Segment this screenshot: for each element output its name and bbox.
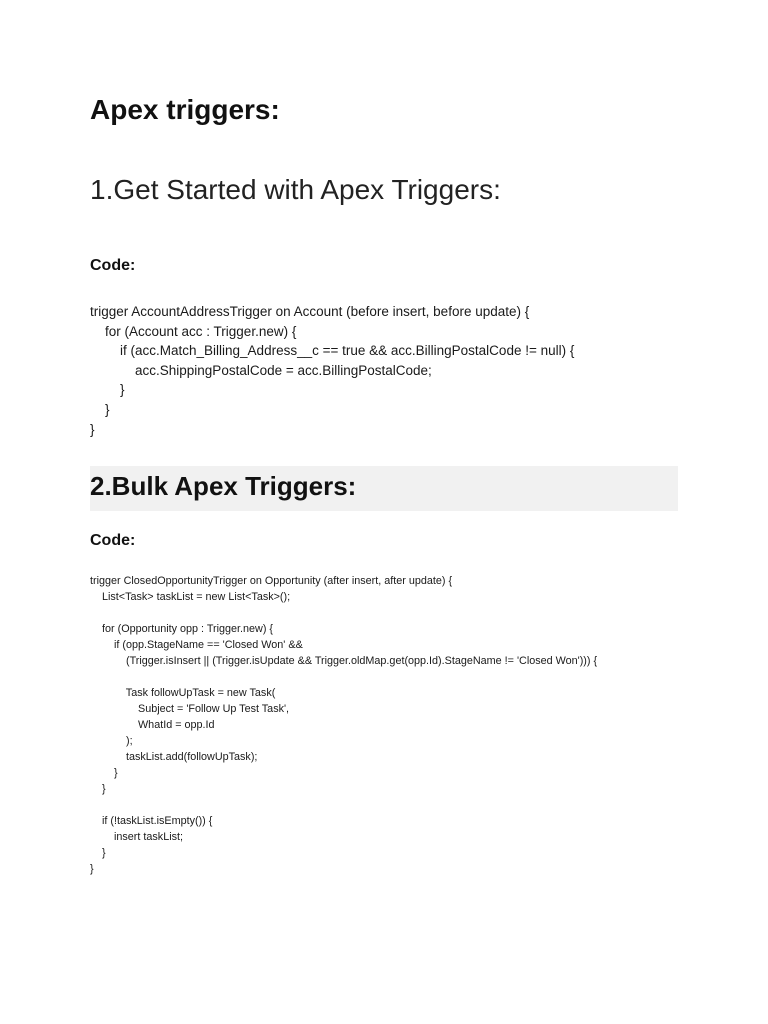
code-block-account-address-trigger: trigger AccountAddressTrigger on Account (before insert, before update) { for (Account acc : Trigger.new) { if (acc.Match_Billing_Address__c == true && acc.BillingPostalCode != null) { acc.ShippingPostalCode = acc.BillingPostalCode; } } } [90,304,575,437]
document-title: Apex triggers: [90,94,280,125]
code-label: Code: [90,257,136,274]
code-label: Code: [90,532,136,549]
code-block-closed-opportunity-trigger: trigger ClosedOpportunityTrigger on Opportunity (after insert, after update) { List<Task> taskList = new List<Task>(); for (Opportunity opp : Trigger.new) { if (opp.StageName == 'Closed Won' && (Trigger.isInsert || (Trigger.isUpdate && Trigger.oldMap.get(opp.Id).StageName != 'Closed Won'))) { Task followUpTask = new Task( Subject = 'Follow Up Test Task', WhatId = opp.Id ); taskList.add(followUpTask); } } if (!taskList.isEmpty()) { insert taskList; } } [90,575,598,875]
section-heading-get-started: 1.Get Started with Apex Triggers: [90,174,501,205]
section-heading-bulk-triggers: 2.Bulk Apex Triggers: [90,471,357,501]
section-heading-band [90,466,678,511]
